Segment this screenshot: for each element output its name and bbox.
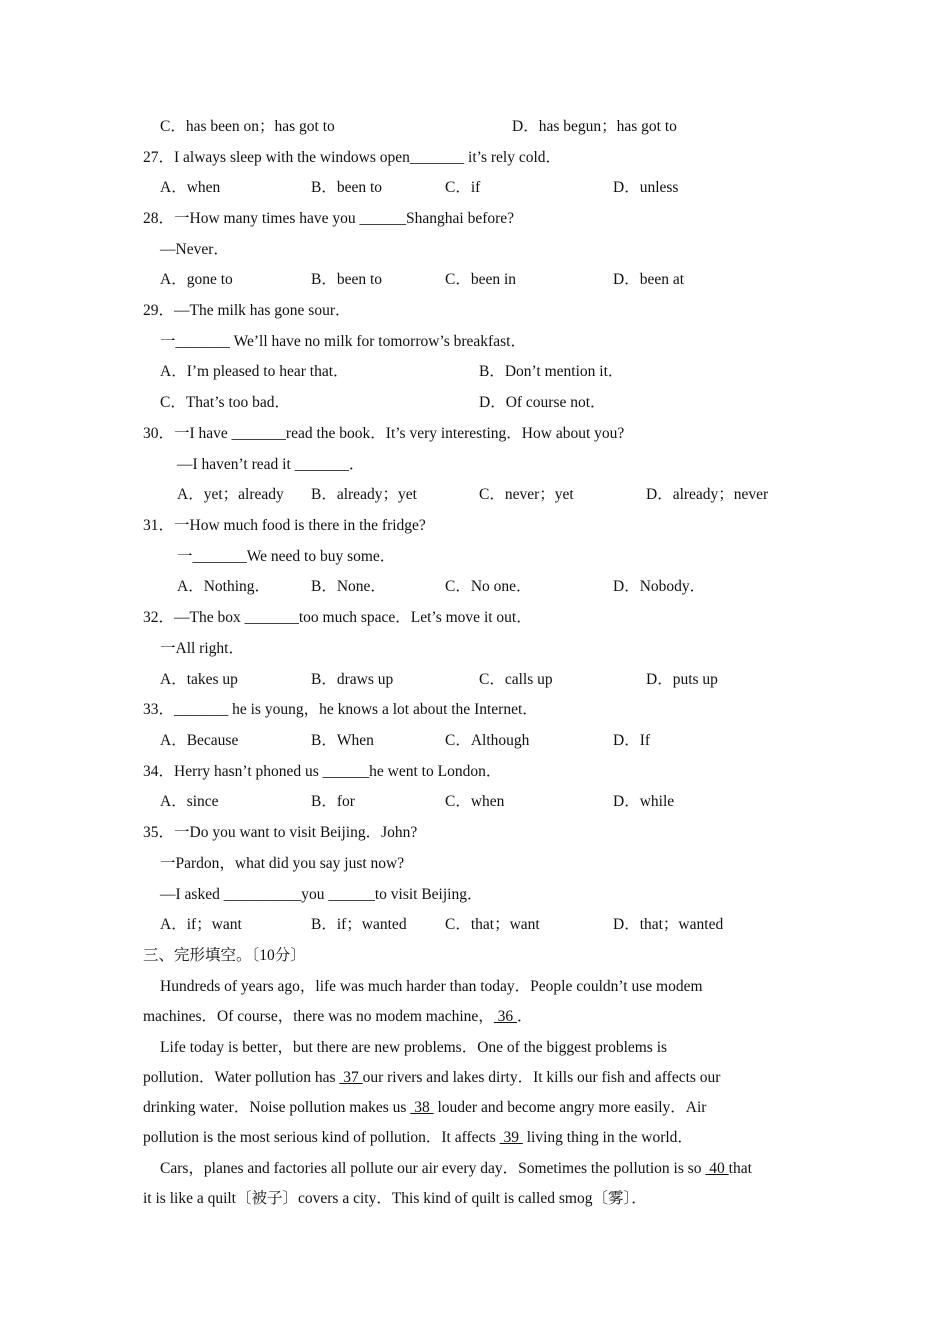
q32-option-a: A．takes up	[160, 671, 238, 688]
q27-option-b: B．been to	[311, 179, 383, 196]
q34-stem: 34．Herry hasn’t phoned us ______he went to London．	[143, 763, 502, 780]
q30-option-b: B．already；yet	[311, 486, 417, 503]
q29-option-b: B．Don’t mention it．	[479, 363, 624, 380]
q34-option-b: B．for	[311, 793, 355, 810]
cloze-p1-line1: Hundreds of years ago，life was much harder than today．People couldn’t use modem	[160, 978, 703, 995]
q28-option-d: D．been at	[613, 271, 685, 288]
cloze-text: machines．Of course，there was no modem machine，	[143, 1008, 494, 1025]
cloze-text: ．	[517, 1008, 533, 1025]
cloze-p3-line1	[160, 1159, 752, 1179]
cloze-text: our rivers and lakes dirty．It kills our fish and affects our	[362, 1069, 721, 1086]
q29-reply: 一_______ We’ll have no milk for tomorrow’s breakfast．	[160, 333, 526, 350]
q29-option-d: D．Of course not．	[479, 394, 606, 411]
q27-option-a: A．when	[160, 179, 221, 196]
q30-stem: 30．一I have _______read the book．It’s very interesting．How about you?	[143, 425, 625, 442]
cloze-p1-line2	[143, 1007, 533, 1027]
q35-stem: 35．一Do you want to visit Beijing．John?	[143, 824, 418, 841]
q32-stem: 32．—The box _______too much space．Let’s move it out．	[143, 609, 532, 626]
q28-option-a: A．gone to	[160, 271, 233, 288]
q31-stem: 31．一How much food is there in the fridge?	[143, 517, 426, 534]
q30-option-a: A．yet；already	[177, 486, 284, 503]
q34-option-c: C．when	[445, 793, 505, 810]
cloze-text: louder and become angry more easily．Air	[433, 1099, 707, 1116]
q29-option-c: C．That’s too bad．	[160, 394, 291, 411]
q33-option-a: A．Because	[160, 732, 239, 749]
q29-stem: 29．—The milk has gone sour．	[143, 302, 351, 319]
cloze-p2-line1: Life today is better，but there are new problems．One of the biggest problems is	[160, 1039, 668, 1056]
q32-option-c: C．calls up	[479, 671, 553, 688]
q29-option-a: A．I’m pleased to hear that．	[160, 363, 349, 380]
cloze-text: that	[728, 1160, 752, 1177]
q31-option-d: D．Nobody．	[613, 578, 706, 595]
cloze-text: drinking water．Noise pollution makes us	[143, 1099, 411, 1116]
cloze-text: pollution．Water pollution has	[143, 1069, 340, 1086]
q28-option-b: B．been to	[311, 271, 383, 288]
cloze-blank-39: 39	[499, 1129, 523, 1146]
q35-option-b: B．if；wanted	[311, 916, 407, 933]
q33-option-d: D．If	[613, 732, 651, 749]
q27-option-d: D．unless	[613, 179, 679, 196]
q34-option-a: A．since	[160, 793, 219, 810]
q27-option-c: C．if	[445, 179, 481, 196]
q35-reply-2: —I asked __________you ______to visit Beijing．	[160, 886, 483, 903]
q33-option-b: B．When	[311, 732, 374, 749]
cloze-p2-line3	[143, 1098, 706, 1118]
q33-stem: 33．_______ he is young，he knows a lot about the Internet．	[143, 701, 538, 718]
q31-option-a: A．Nothing．	[177, 578, 271, 595]
q26-option-d: D．has begun；has got to	[512, 118, 677, 135]
q31-reply: 一_______We need to buy some．	[177, 548, 396, 565]
q28-reply: —Never．	[160, 241, 229, 258]
q30-option-c: C．never；yet	[479, 486, 574, 503]
q35-reply-1: 一Pardon，what did you say just now?	[160, 855, 405, 872]
q31-option-c: C．No one．	[445, 578, 532, 595]
cloze-p2-line2	[143, 1068, 720, 1088]
cloze-p2-line4	[143, 1128, 693, 1148]
cloze-p3-line2: it is like a quilt〔被子〕covers a city．This kind of quilt is called smog〔雾〕．	[143, 1190, 647, 1207]
q30-option-d: D．already；never	[646, 486, 769, 503]
q32-option-b: B．draws up	[311, 671, 394, 688]
q27-stem: 27．I always sleep with the windows open_______ it’s rely cold．	[143, 149, 562, 166]
cloze-blank-40: 40	[705, 1160, 729, 1177]
q28-option-c: C．been in	[445, 271, 517, 288]
cloze-text: Cars，planes and factories all pollute our air every day．Sometimes the pollution is so	[160, 1160, 706, 1177]
cloze-blank-38: 38	[410, 1099, 434, 1116]
q33-option-c: C．Although	[445, 732, 530, 749]
q30-reply: —I haven’t read it _______．	[177, 456, 365, 473]
q35-option-a: A．if；want	[160, 916, 242, 933]
q35-option-c: C．that；want	[445, 916, 540, 933]
cloze-text: living thing in the world．	[522, 1129, 693, 1146]
q26-option-c: C．has been on；has got to	[160, 118, 335, 135]
q28-stem: 28．一How many times have you ______Shanghai before?	[143, 210, 515, 227]
cloze-text: pollution is the most serious kind of pollution．It affects	[143, 1129, 500, 1146]
q34-option-d: D．while	[613, 793, 675, 810]
cloze-blank-36: 36	[493, 1008, 518, 1025]
cloze-blank-37: 37	[339, 1069, 363, 1086]
section-heading: 三、完形填空。〔10分〕	[143, 947, 306, 964]
q32-option-d: D．puts up	[646, 671, 718, 688]
q32-reply: 一All right．	[160, 640, 244, 657]
q31-option-b: B．None．	[311, 578, 386, 595]
q35-option-d: D．that；wanted	[613, 916, 724, 933]
